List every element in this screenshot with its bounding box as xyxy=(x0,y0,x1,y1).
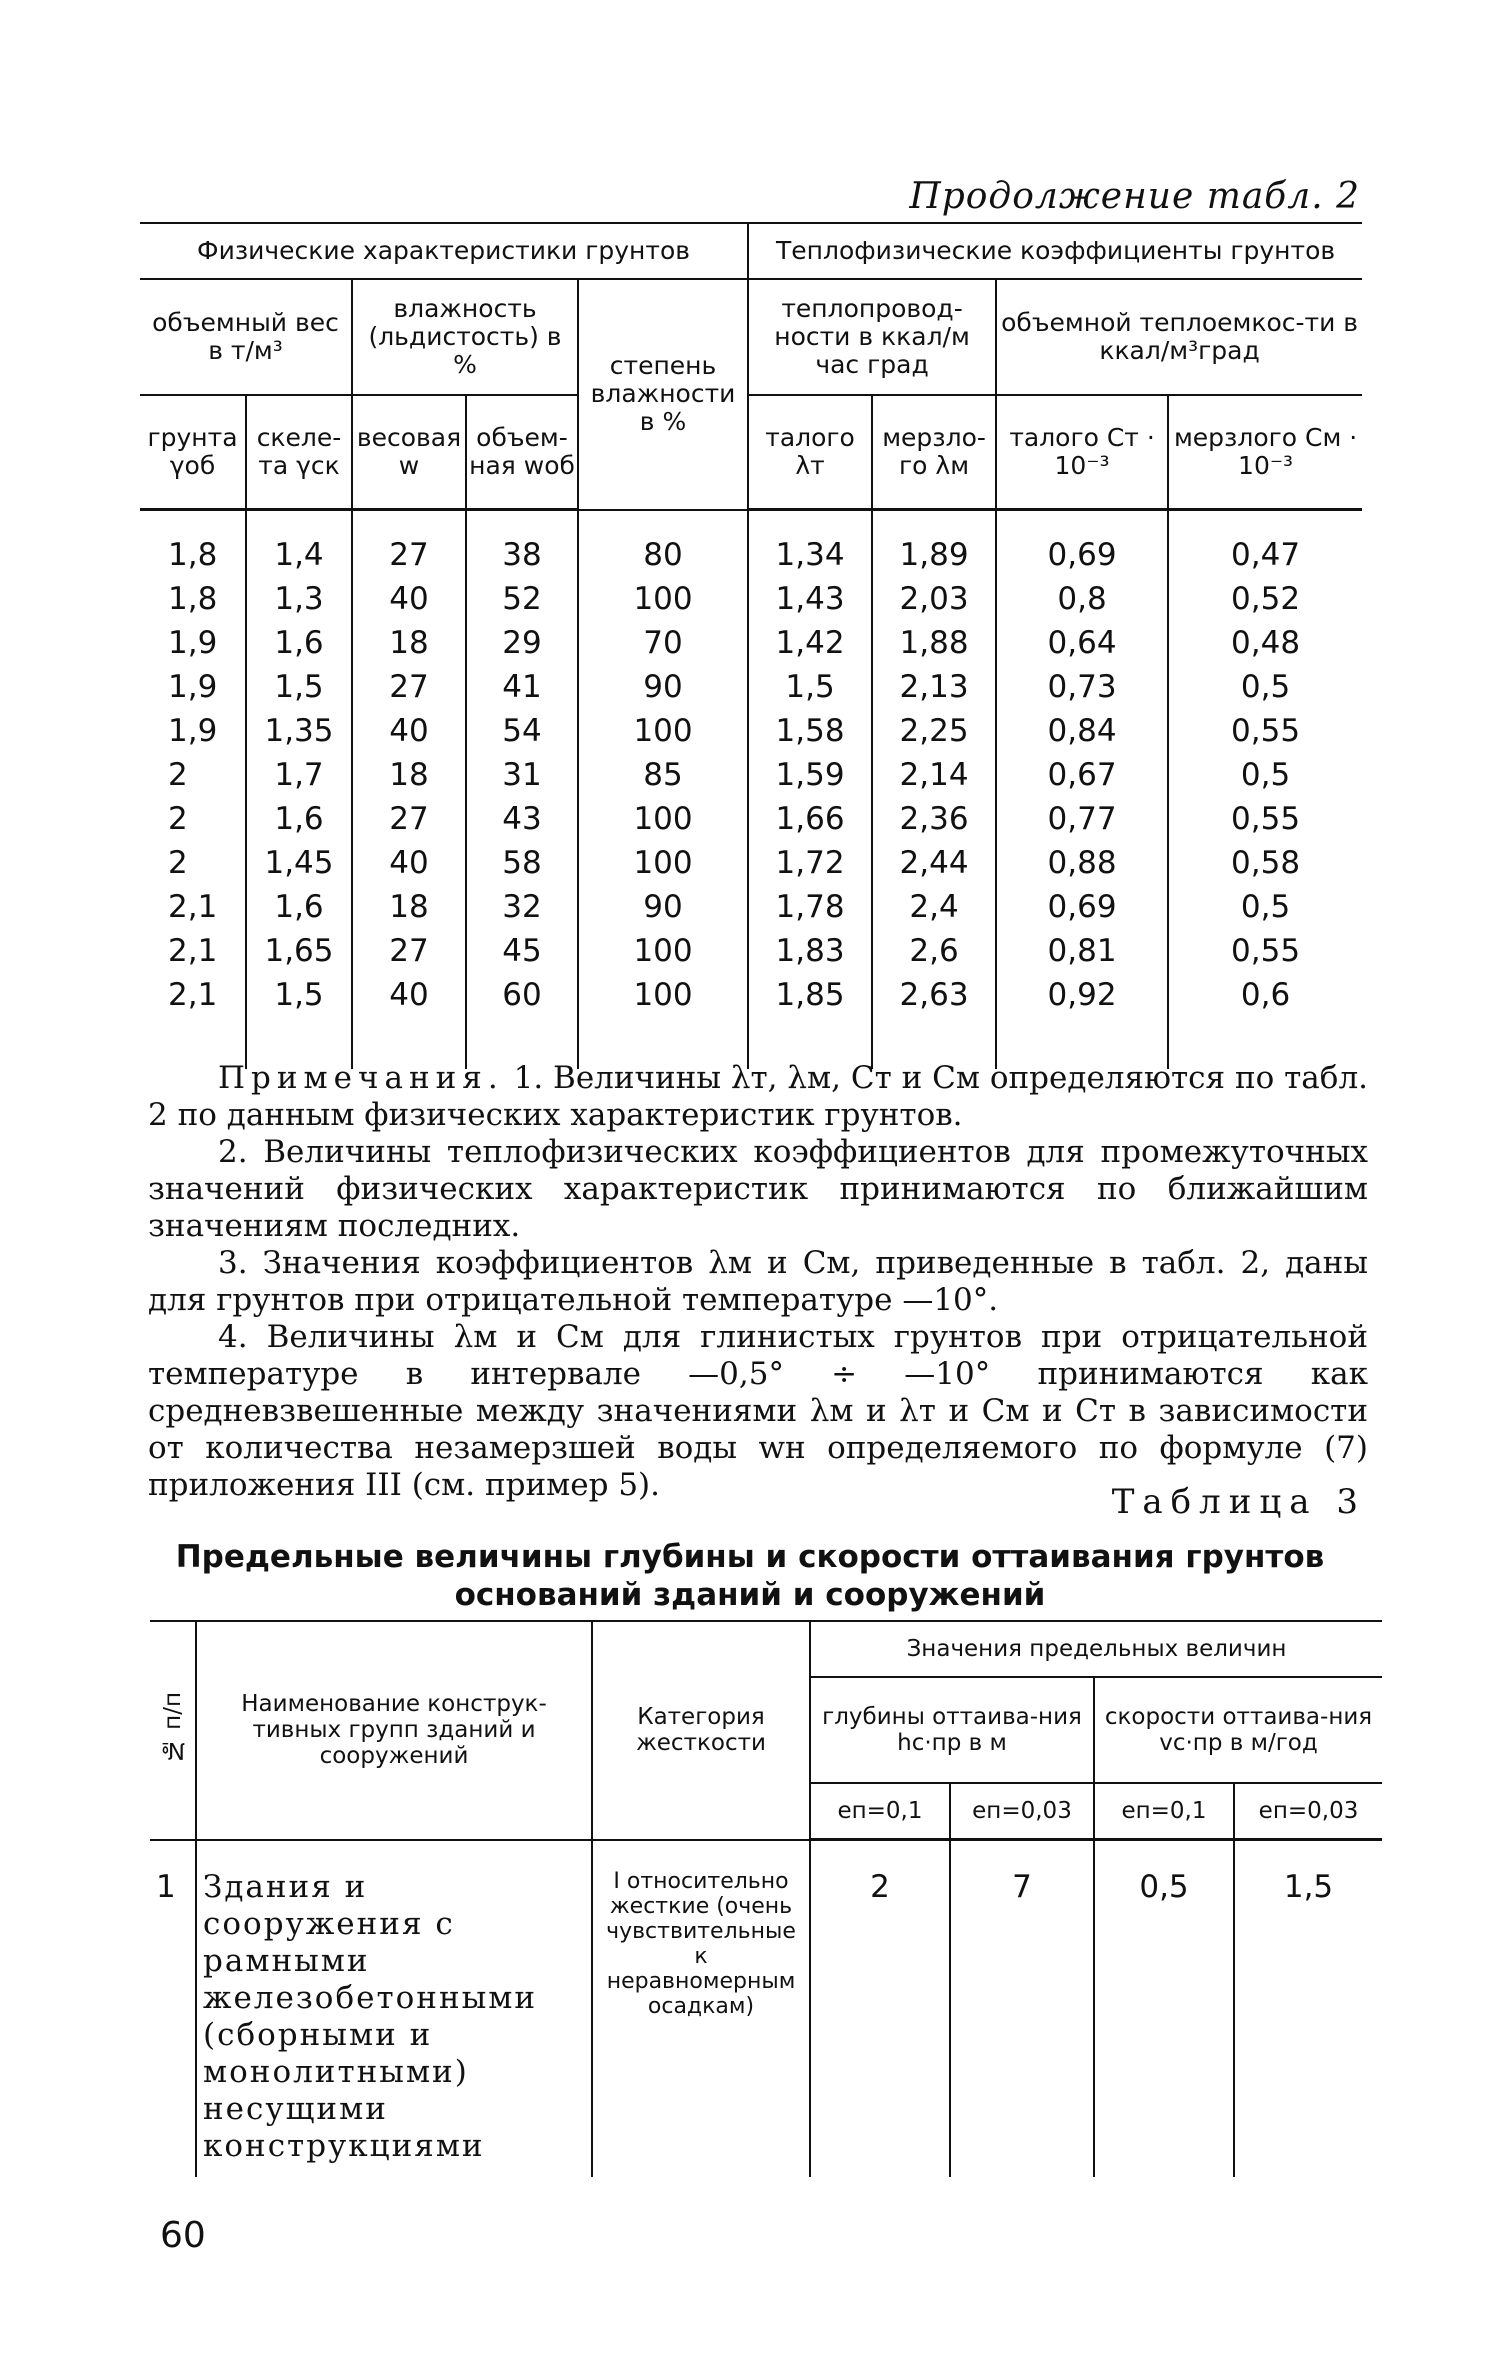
skeleton-density-cell: 1,5 xyxy=(246,973,352,1017)
frozen-c-cell: 0,55 xyxy=(1168,797,1362,841)
saturation-cell: 70 xyxy=(578,621,748,665)
table3-title xyxy=(150,1538,1350,1614)
header-frozen-lambda: мерзло-го λм xyxy=(872,395,996,510)
saturation-cell: 90 xyxy=(578,885,748,929)
table-continuation-title: Продолжение табл. 2 xyxy=(909,176,1360,217)
volumetric-moisture-cell: 38 xyxy=(466,533,578,577)
thawed-lambda-cell: 1,59 xyxy=(748,753,872,797)
soil-density-cell: 1,8 xyxy=(140,533,246,577)
thawed-c-cell: 0,64 xyxy=(996,621,1168,665)
table-row xyxy=(140,753,1362,797)
construction-group-name: Здания и сооружения с рамными железобетонными (сборными и монолитными) несущими конструкциями xyxy=(196,1840,592,2177)
header-thawed-c: талого Cт · 10⁻³ xyxy=(996,395,1168,510)
thawed-lambda-cell: 1,5 xyxy=(748,665,872,709)
skeleton-density-cell: 1,6 xyxy=(246,797,352,841)
weight-moisture-cell: 40 xyxy=(352,841,466,885)
volumetric-moisture-cell: 58 xyxy=(466,841,578,885)
thawed-lambda-cell: 1,83 xyxy=(748,929,872,973)
soil-density-cell: 2,1 xyxy=(140,973,246,1017)
volumetric-moisture-cell: 43 xyxy=(466,797,578,841)
skeleton-density-cell: 1,45 xyxy=(246,841,352,885)
volumetric-moisture-cell: 60 xyxy=(466,973,578,1017)
skeleton-density-cell: 1,35 xyxy=(246,709,352,753)
soil-density-cell: 2 xyxy=(140,753,246,797)
frozen-lambda-cell: 2,4 xyxy=(872,885,996,929)
header-thermal-group: Теплофизические коэффициенты грунтов xyxy=(748,223,1362,279)
weight-moisture-cell: 40 xyxy=(352,973,466,1017)
skeleton-density-cell: 1,6 xyxy=(246,885,352,929)
soil-density-cell: 1,9 xyxy=(140,709,246,753)
frozen-lambda-cell: 2,63 xyxy=(872,973,996,1017)
depth-e003-value: 7 xyxy=(950,1840,1094,2177)
table-row xyxy=(150,1840,1382,2177)
header-limit-values: Значения предельных величин xyxy=(810,1621,1382,1677)
page-number: 60 xyxy=(160,2215,206,2256)
weight-moisture-cell: 18 xyxy=(352,753,466,797)
table-row xyxy=(140,709,1362,753)
thawed-lambda-cell: 1,66 xyxy=(748,797,872,841)
table3-title-line1: Предельные величины глубины и скорости оттаивания грунтов xyxy=(175,1539,1325,1575)
soil-density-cell: 2,1 xyxy=(140,929,246,973)
table-row xyxy=(140,973,1362,1017)
header-heat-capacity: объемной теплоемкос-ти в ккал/м³град xyxy=(996,279,1362,395)
frozen-c-cell: 0,47 xyxy=(1168,533,1362,577)
thawed-lambda-cell: 1,43 xyxy=(748,577,872,621)
weight-moisture-cell: 27 xyxy=(352,533,466,577)
soil-thermal-table-body xyxy=(140,510,1362,1070)
frozen-c-cell: 0,5 xyxy=(1168,665,1362,709)
notes-heading: Примечания. xyxy=(218,1060,504,1096)
thawed-c-cell: 0,69 xyxy=(996,885,1168,929)
thawed-c-cell: 0,84 xyxy=(996,709,1168,753)
thawed-c-cell: 0,69 xyxy=(996,533,1168,577)
frozen-c-cell: 0,55 xyxy=(1168,929,1362,973)
frozen-lambda-cell: 2,6 xyxy=(872,929,996,973)
skeleton-density-cell: 1,7 xyxy=(246,753,352,797)
table-row xyxy=(140,885,1362,929)
table-row xyxy=(140,577,1362,621)
soil-density-cell: 1,8 xyxy=(140,577,246,621)
volumetric-moisture-cell: 52 xyxy=(466,577,578,621)
frozen-c-cell: 0,5 xyxy=(1168,885,1362,929)
note-4: 4. Величины λм и Cм для глинистых грунтов при отрицательной температуре в интервале —0,5° ÷ —10° принимаются как средневзвешенные между значениями λм и λт и Cм и Cт в зависимости от количества незамерзшей воды wн определяемого по формуле (7) приложения III (см. пример 5). xyxy=(148,1319,1368,1503)
header-physical-group: Физические характеристики грунтов xyxy=(140,223,748,279)
notes-section xyxy=(148,1060,1368,1504)
saturation-cell: 85 xyxy=(578,753,748,797)
table-row xyxy=(140,929,1362,973)
header-volumetric-moisture: объем-ная wоб xyxy=(466,395,578,510)
soil-density-cell: 2 xyxy=(140,797,246,841)
skeleton-density-cell: 1,3 xyxy=(246,577,352,621)
volumetric-moisture-cell: 54 xyxy=(466,709,578,753)
thawed-lambda-cell: 1,72 xyxy=(748,841,872,885)
header-conductivity: теплопровод-ности в ккал/м час град xyxy=(748,279,996,395)
spacer-row xyxy=(140,510,1362,534)
header-soil: грунта γоб xyxy=(140,395,246,510)
table-row xyxy=(140,621,1362,665)
frozen-c-cell: 0,5 xyxy=(1168,753,1362,797)
thawed-lambda-cell: 1,78 xyxy=(748,885,872,929)
frozen-c-cell: 0,6 xyxy=(1168,973,1362,1017)
header-thaw-speed: скорости оттаива-ния vс·пр в м/год xyxy=(1094,1677,1382,1783)
saturation-cell: 100 xyxy=(578,797,748,841)
volumetric-moisture-cell: 31 xyxy=(466,753,578,797)
thawed-c-cell: 0,67 xyxy=(996,753,1168,797)
volumetric-moisture-cell: 41 xyxy=(466,665,578,709)
table-row xyxy=(140,797,1362,841)
thawed-lambda-cell: 1,42 xyxy=(748,621,872,665)
saturation-cell: 90 xyxy=(578,665,748,709)
note-1-text: 1. Величины λт, λм, Cт и Cм определяются по табл. 2 по данным физических характеристик грунтов. xyxy=(148,1060,1368,1133)
header-saturation: степень влажности в % xyxy=(578,279,748,510)
volumetric-moisture-cell: 45 xyxy=(466,929,578,973)
saturation-cell: 80 xyxy=(578,533,748,577)
header-speed-e003: eп=0,03 xyxy=(1234,1783,1382,1840)
speed-e003-value: 1,5 xyxy=(1234,1840,1382,2177)
soil-thermal-table xyxy=(140,222,1362,1069)
frozen-lambda-cell: 2,36 xyxy=(872,797,996,841)
frozen-lambda-cell: 2,25 xyxy=(872,709,996,753)
saturation-cell: 100 xyxy=(578,709,748,753)
table-row xyxy=(140,841,1362,885)
thaw-limits-table xyxy=(150,1620,1382,2177)
header-depth-e003: eп=0,03 xyxy=(950,1783,1094,1840)
weight-moisture-cell: 27 xyxy=(352,665,466,709)
saturation-cell: 100 xyxy=(578,577,748,621)
frozen-c-cell: 0,48 xyxy=(1168,621,1362,665)
header-depth-e01: eп=0,1 xyxy=(810,1783,950,1840)
header-rigidity-category: Категория жесткости xyxy=(592,1621,810,1840)
weight-moisture-cell: 27 xyxy=(352,929,466,973)
header-speed-e01: eп=0,1 xyxy=(1094,1783,1234,1840)
weight-moisture-cell: 40 xyxy=(352,577,466,621)
depth-e01-value: 2 xyxy=(810,1840,950,2177)
header-skeleton: скеле-та γск xyxy=(246,395,352,510)
header-weight-moisture: весовая w xyxy=(352,395,466,510)
table-row xyxy=(140,665,1362,709)
thawed-lambda-cell: 1,34 xyxy=(748,533,872,577)
thawed-c-cell: 0,8 xyxy=(996,577,1168,621)
thawed-c-cell: 0,92 xyxy=(996,973,1168,1017)
frozen-lambda-cell: 1,88 xyxy=(872,621,996,665)
speed-e01-value: 0,5 xyxy=(1094,1840,1234,2177)
frozen-lambda-cell: 2,44 xyxy=(872,841,996,885)
frozen-c-cell: 0,52 xyxy=(1168,577,1362,621)
frozen-lambda-cell: 2,03 xyxy=(872,577,996,621)
note-1 xyxy=(148,1060,1368,1134)
header-moisture: влажность (льдистость) в % xyxy=(352,279,578,395)
thawed-c-cell: 0,88 xyxy=(996,841,1168,885)
row-number: 1 xyxy=(150,1840,196,2177)
note-2: 2. Величины теплофизических коэффициентов для промежуточных значений физических характеристик принимаются по ближайшим значениям последних. xyxy=(148,1134,1368,1244)
frozen-lambda-cell: 1,89 xyxy=(872,533,996,577)
thawed-c-cell: 0,77 xyxy=(996,797,1168,841)
frozen-lambda-cell: 2,13 xyxy=(872,665,996,709)
weight-moisture-cell: 18 xyxy=(352,885,466,929)
header-row-number: № п/п xyxy=(150,1621,196,1840)
header-frozen-c: мерзлого Cм · 10⁻³ xyxy=(1168,395,1362,510)
soil-density-cell: 2 xyxy=(140,841,246,885)
header-thaw-depth: глубины оттаива-ния hс·пр в м xyxy=(810,1677,1094,1783)
frozen-c-cell: 0,55 xyxy=(1168,709,1362,753)
thawed-c-cell: 0,73 xyxy=(996,665,1168,709)
frozen-c-cell: 0,58 xyxy=(1168,841,1362,885)
skeleton-density-cell: 1,5 xyxy=(246,665,352,709)
table3-label: Таблица 3 xyxy=(1111,1482,1366,1522)
saturation-cell: 100 xyxy=(578,973,748,1017)
note-3: 3. Значения коэффициентов λм и Cм, приведенные в табл. 2, даны для грунтов при отрицательной температуре —10°. xyxy=(148,1245,1368,1318)
skeleton-density-cell: 1,4 xyxy=(246,533,352,577)
header-construction-group: Наименование конструк-тивных групп зданий и сооружений xyxy=(196,1621,592,1840)
volumetric-moisture-cell: 32 xyxy=(466,885,578,929)
rigidity-category: I относительно жесткие (очень чувствительные к неравномерным осадкам) xyxy=(592,1840,810,2177)
thawed-c-cell: 0,81 xyxy=(996,929,1168,973)
table-row xyxy=(140,533,1362,577)
header-volume-weight: объемный вес в т/м³ xyxy=(140,279,352,395)
weight-moisture-cell: 18 xyxy=(352,621,466,665)
soil-density-cell: 1,9 xyxy=(140,621,246,665)
frozen-lambda-cell: 2,14 xyxy=(872,753,996,797)
header-thawed-lambda: талого λт xyxy=(748,395,872,510)
saturation-cell: 100 xyxy=(578,929,748,973)
weight-moisture-cell: 27 xyxy=(352,797,466,841)
table3-title-line2: оснований зданий и сооружений xyxy=(454,1577,1046,1613)
soil-density-cell: 1,9 xyxy=(140,665,246,709)
thawed-lambda-cell: 1,58 xyxy=(748,709,872,753)
soil-density-cell: 2,1 xyxy=(140,885,246,929)
skeleton-density-cell: 1,65 xyxy=(246,929,352,973)
weight-moisture-cell: 40 xyxy=(352,709,466,753)
saturation-cell: 100 xyxy=(578,841,748,885)
volumetric-moisture-cell: 29 xyxy=(466,621,578,665)
skeleton-density-cell: 1,6 xyxy=(246,621,352,665)
thawed-lambda-cell: 1,85 xyxy=(748,973,872,1017)
